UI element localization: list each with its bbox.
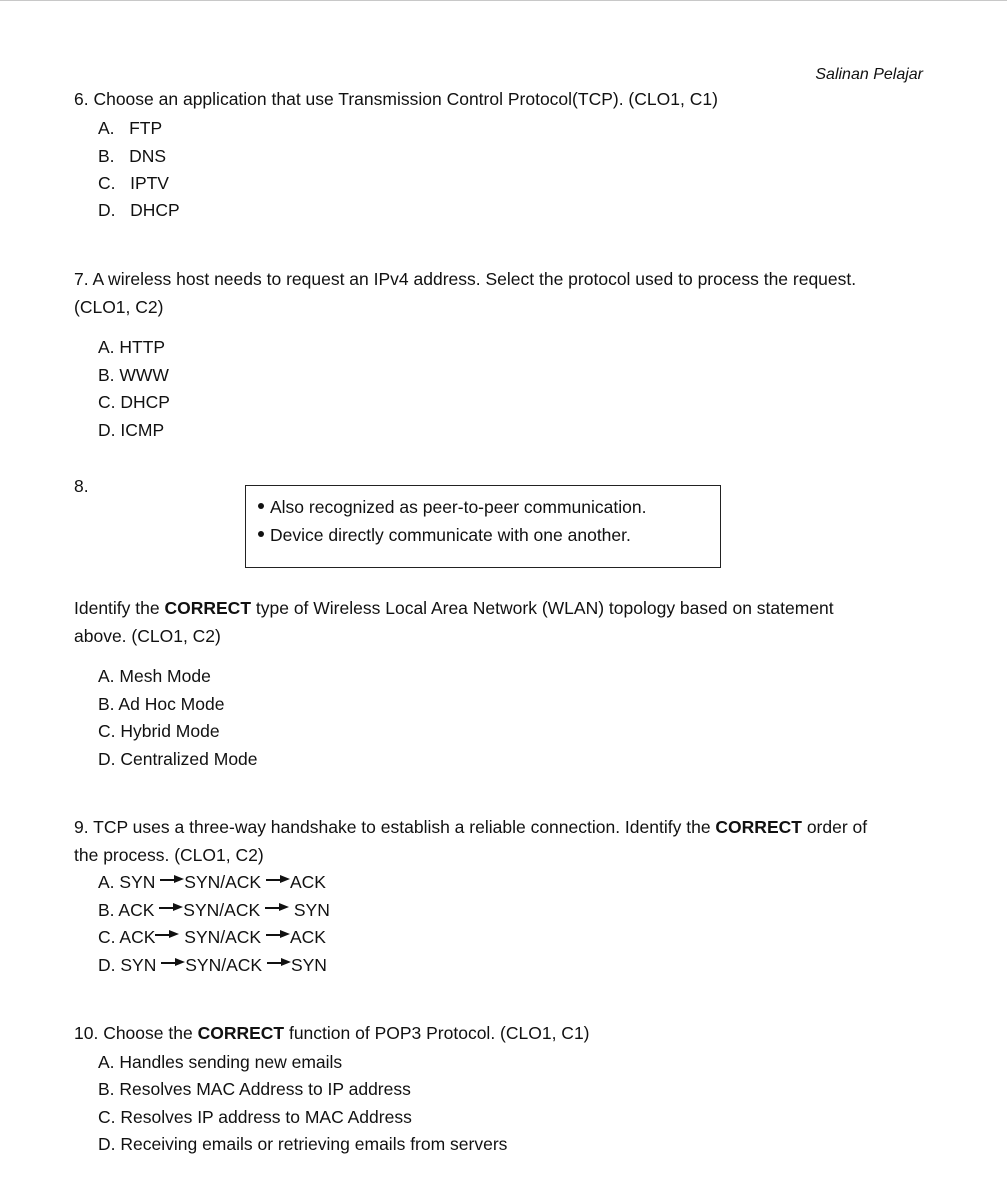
q9-text-pre: 9. TCP uses a three-way handshake to establish a reliable connection. Identify the bbox=[74, 817, 716, 837]
q10-text-bold: CORRECT bbox=[197, 1023, 285, 1043]
question-10-text bbox=[74, 1022, 590, 1044]
q9-option-d[interactable] bbox=[98, 954, 327, 976]
q6-option-d[interactable]: D. DHCP bbox=[98, 200, 180, 220]
q7-option-b[interactable]: B. WWW bbox=[98, 365, 169, 385]
step-1: B. ACK bbox=[98, 900, 155, 920]
q6-option-a[interactable]: A. FTP bbox=[98, 118, 163, 138]
q9-text-bold: CORRECT bbox=[715, 817, 802, 837]
step-2: SYN/ACK bbox=[185, 955, 263, 975]
question-9-text-cont: the process. (CLO1, C2) bbox=[74, 845, 264, 865]
q9-option-c[interactable] bbox=[98, 926, 326, 948]
q7-option-d[interactable]: D. ICMP bbox=[98, 420, 165, 440]
statement-item bbox=[258, 524, 631, 546]
question-8-text-cont: above. (CLO1, C2) bbox=[74, 626, 221, 646]
question-8-number: 8. bbox=[74, 476, 89, 496]
q10-option-c[interactable]: C. Resolves IP address to MAC Address bbox=[98, 1107, 412, 1127]
q8-text-pre: Identify the bbox=[74, 598, 165, 618]
step-2: SYN/ACK bbox=[184, 872, 262, 892]
page-header: Salinan Pelajar bbox=[815, 66, 923, 83]
question-6-text: 6. Choose an application that use Transmission Control Protocol(TCP). (CLO1, C1) bbox=[74, 89, 718, 109]
bullet-icon bbox=[258, 531, 264, 537]
q9-text-post: order of bbox=[801, 817, 868, 837]
q10-option-b[interactable]: B. Resolves MAC Address to IP address bbox=[98, 1079, 411, 1099]
step-2: SYN/ACK bbox=[184, 927, 262, 947]
arrow-right-icon bbox=[265, 903, 289, 913]
statement-box bbox=[245, 485, 721, 568]
page-top-border bbox=[0, 0, 1007, 1]
question-9-text bbox=[74, 816, 867, 838]
q8-text-post: type of Wireless Local Area Network (WLAN) topology based on statement bbox=[251, 598, 834, 618]
q10-option-d[interactable]: D. Receiving emails or retrieving emails from servers bbox=[98, 1134, 508, 1154]
arrow-right-icon bbox=[159, 903, 183, 913]
q8-option-d[interactable]: D. Centralized Mode bbox=[98, 749, 258, 769]
q10-text-post: function of POP3 Protocol. (CLO1, C1) bbox=[284, 1023, 590, 1043]
q6-option-b[interactable]: B. DNS bbox=[98, 146, 167, 166]
arrow-right-icon bbox=[160, 875, 184, 885]
step-3: SYN bbox=[290, 955, 327, 975]
question-7-text: 7. A wireless host needs to request an IPv4 address. Select the protocol used to process the request. bbox=[74, 269, 857, 289]
step-3: ACK bbox=[289, 927, 326, 947]
q7-option-c[interactable]: C. DHCP bbox=[98, 392, 170, 412]
arrow-right-icon bbox=[161, 958, 185, 968]
bullet-icon bbox=[258, 503, 264, 509]
q8-option-a[interactable]: A. Mesh Mode bbox=[98, 666, 211, 686]
step-3: ACK bbox=[289, 872, 326, 892]
question-7-text-cont: (CLO1, C2) bbox=[74, 297, 164, 317]
q8-option-c[interactable]: C. Hybrid Mode bbox=[98, 721, 220, 741]
statement-item bbox=[258, 496, 646, 518]
q9-option-a[interactable] bbox=[98, 871, 326, 893]
statement-text: Device directly communicate with one another. bbox=[270, 525, 631, 545]
question-8-text bbox=[74, 597, 834, 619]
q10-option-a[interactable]: A. Handles sending new emails bbox=[98, 1052, 343, 1072]
step-1: A. SYN bbox=[98, 872, 156, 892]
q9-option-b[interactable] bbox=[98, 899, 330, 921]
arrow-right-icon bbox=[266, 930, 290, 940]
step-3: SYN bbox=[293, 900, 330, 920]
q8-text-bold: CORRECT bbox=[164, 598, 252, 618]
q7-option-a[interactable]: A. HTTP bbox=[98, 337, 166, 357]
q6-option-c[interactable]: C. IPTV bbox=[98, 173, 169, 193]
q8-option-b[interactable]: B. Ad Hoc Mode bbox=[98, 694, 225, 714]
q10-text-pre: 10. Choose the bbox=[74, 1023, 198, 1043]
step-1: C. ACK bbox=[98, 927, 156, 947]
arrow-right-icon bbox=[266, 875, 290, 885]
step-1: D. SYN bbox=[98, 955, 157, 975]
step-2: SYN/ACK bbox=[183, 900, 261, 920]
statement-text: Also recognized as peer-to-peer communication. bbox=[270, 497, 647, 517]
arrow-right-icon bbox=[155, 930, 179, 940]
arrow-right-icon bbox=[267, 958, 291, 968]
